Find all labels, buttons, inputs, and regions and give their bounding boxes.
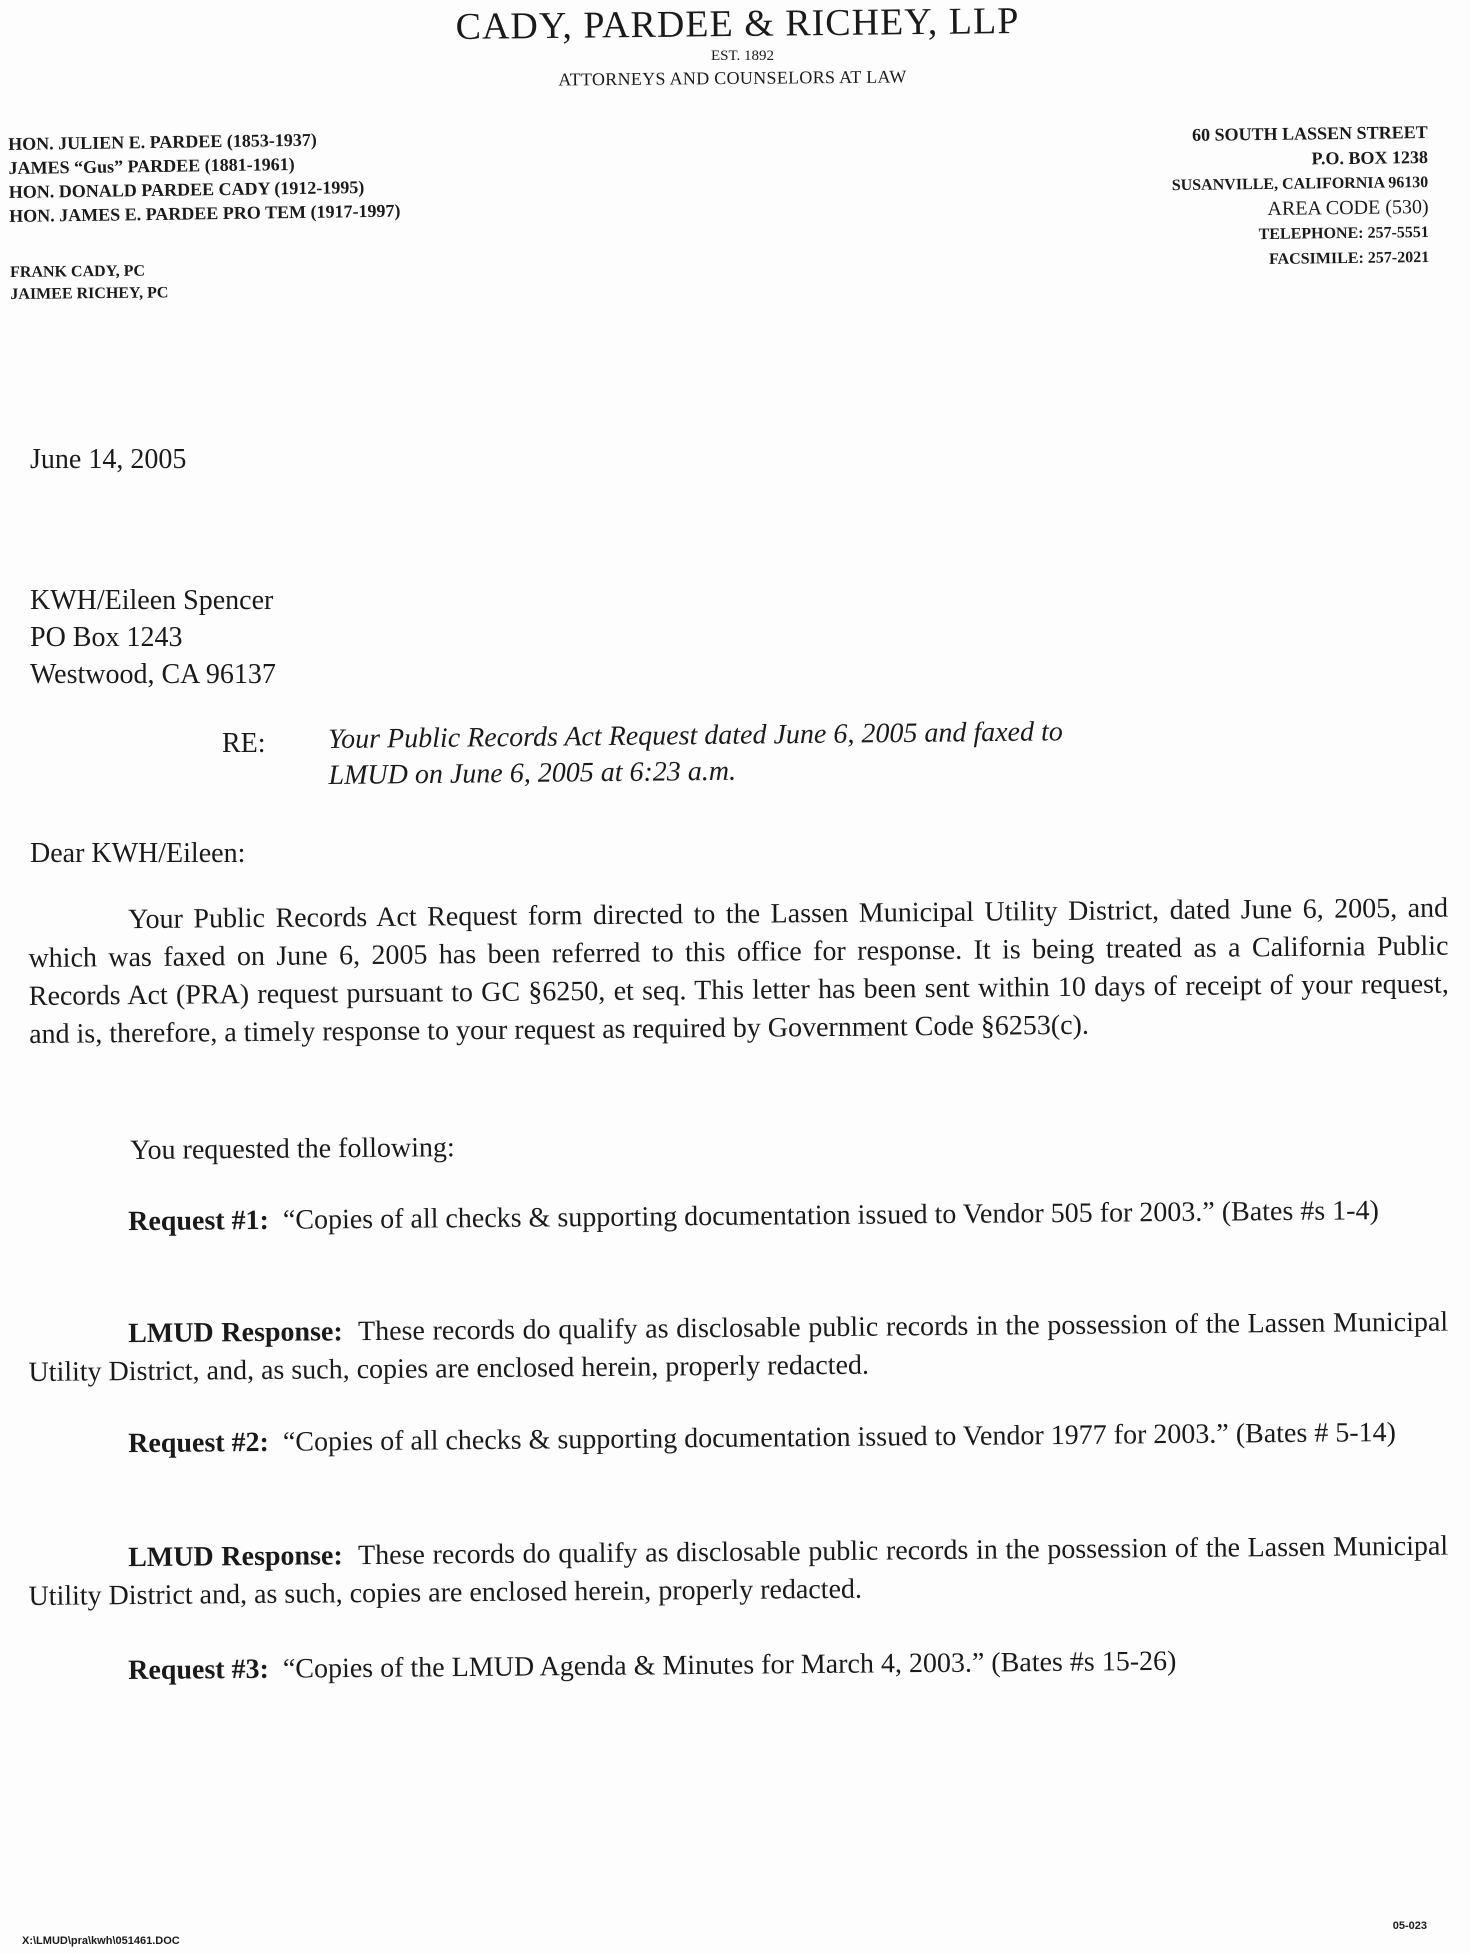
response-paragraph [28,1528,1449,1616]
firm-tagline: ATTORNEYS AND COUNSELORS AT LAW [558,66,907,90]
re-subject [328,714,1063,794]
request-label: Request #1: [128,1204,270,1238]
request-label: Request #3: [128,1653,270,1686]
recipient-address [30,582,276,693]
firm-name: CADY, PARDEE & RICHEY, LLP [455,0,1020,48]
request-text: “Copies of the LMUD Agenda & Minutes for March 4, 2003.” (Bates #s 15-26) [282,1645,1177,1685]
address-po-box: P.O. BOX 1238 [1310,146,1428,169]
request-paragraph [28,1414,1448,1464]
address-area-code: AREA CODE (530) [1266,195,1429,220]
request-text: “Copies of all checks & supporting documentation issued to Vendor 1977 for 2003.” (Bates # 5-14) [282,1417,1397,1458]
address-telephone: TELEPHONE: 257-5551 [1258,223,1429,244]
response-text: These records do qualify as disclosable public records in the possession of the Lassen Municipal Utility District and, as such, copies are enclosed herein, properly redacted. [28,1530,1449,1612]
request-paragraph [28,1192,1448,1242]
current-partner: FRANK CADY, PC [10,262,146,281]
address-facsimile: FACSIMILE: 257-2021 [1268,248,1429,268]
request-paragraph [128,1643,1177,1690]
intro-text: Your Public Records Act Request form directed to the Lassen Municipal Utility District, dated June 6, 2005, and which was faxed on June 6, 2005 has been referred to this office for response. It is being treated as a California Public Records Act (PRA) request pursuant to GC §6250, et seq. This letter has been sent within 10 days of receipt of your request, and is, therefore, a timely response to your request as required by Government Code §6253(c). [28,892,1449,1050]
response-paragraph [28,1304,1449,1392]
current-partner: JAIMEE RICHEY, PC [10,284,169,303]
letter-date: June 14, 2005 [30,444,187,475]
intro-paragraph [28,890,1449,1054]
response-label: LMUD Response: [128,1540,343,1574]
response-label: LMUD Response: [128,1316,343,1350]
recipient-line: KWH/Eileen Spencer [30,585,274,616]
former-partner: HON. JAMES E. PARDEE PRO TEM (1917-1997) [9,200,401,226]
recipient-line: Westwood, CA 96137 [30,659,276,690]
former-partners-list [8,127,401,228]
former-partner: HON. JULIEN E. PARDEE (1853-1937) [8,129,317,154]
current-partners-list [10,260,169,306]
address-city: SUSANVILLE, CALIFORNIA 96130 [1171,173,1428,195]
firm-address-block [1171,120,1429,273]
established-year: EST. 1892 [710,48,775,64]
re-line: LMUD on June 6, 2005 at 6:23 a.m. [328,755,737,791]
footer-page-code: 05-023 [1392,1920,1427,1932]
request-text: “Copies of all checks & supporting documentation issued to Vendor 505 for 2003.” (Bates #s 1-4) [282,1195,1379,1236]
requested-intro: You requested the following: [130,1132,455,1166]
former-partner: HON. DONALD PARDEE CADY (1912-1995) [8,177,365,202]
salutation: Dear KWH/Eileen: [30,838,246,869]
re-line: Your Public Records Act Request dated June 6, 2005 and faxed to [328,716,1063,755]
footer-file-path: X:\LMUD\pra\kwh\051461.DOC [22,1935,180,1947]
response-text: These records do qualify as disclosable public records in the possession of the Lassen Municipal Utility District, and, as such, copies are enclosed herein, properly redacted. [28,1306,1449,1388]
former-partner: JAMES “Gus” PARDEE (1881-1961) [8,154,295,178]
request-label: Request #2: [128,1426,270,1460]
re-label: RE: [222,728,266,759]
recipient-line: PO Box 1243 [30,622,183,653]
address-street: 60 SOUTH LASSEN STREET [1191,121,1428,145]
